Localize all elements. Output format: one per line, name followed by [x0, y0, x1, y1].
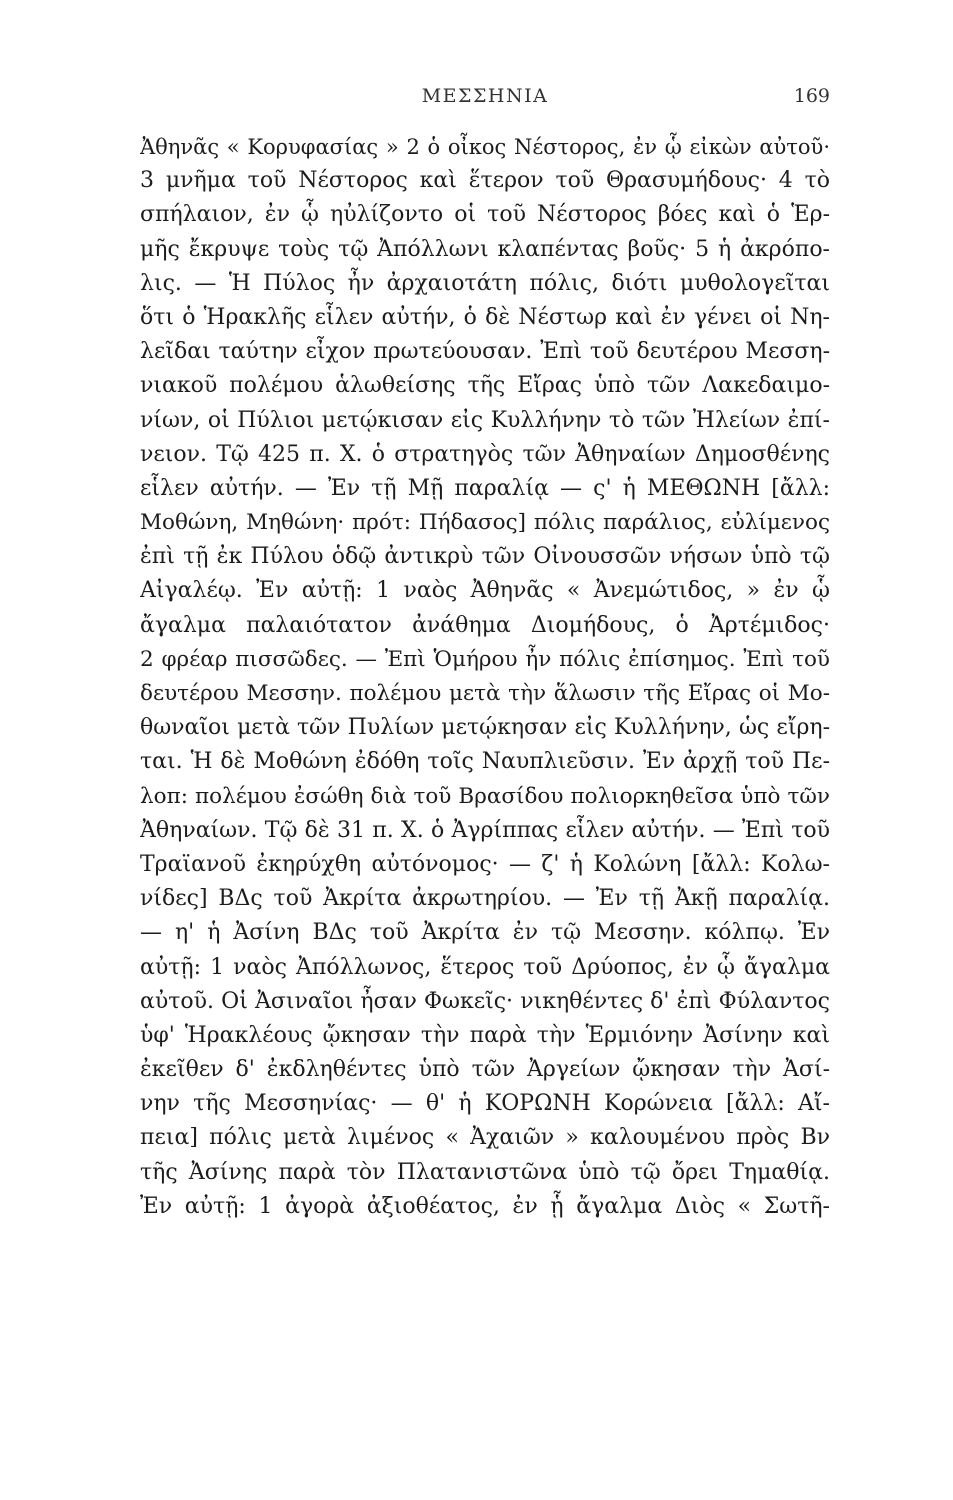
- text-line: ἐπὶ τῇ ἐκ Πύλου ὁδῷ ἀντικρὺ τῶν Οἰνουσσῶν νήσων ὑπὸ τῷ: [140, 544, 830, 570]
- text-line: θωναῖοι μετὰ τῶν Πυλίων μετῴκησαν εἰς Κυλλήνην, ὡς εἴρη-: [140, 715, 830, 741]
- text-line: 3 μνῆμα τοῦ Νέστορος καὶ ἕτερον τοῦ Θρασυμήδους· 4 τὸ: [140, 168, 830, 194]
- running-title: ΜΕΣΣΗΝΙΑ: [421, 85, 549, 107]
- text-line: Μοθώνη, Μηθώνη· πρότ: Πήδασος] πόλις παράλιος, εὐλίμενος: [140, 510, 830, 536]
- text-line: νίδες] ΒΔς τοῦ Ἀκρίτα ἀκρωτηρίου. — Ἐν τῇ Ἀκῇ παραλίᾳ.: [140, 886, 830, 912]
- text-line: νίων, οἱ Πύλιοι μετῴκισαν εἰς Κυλλήνην τὸ τῶν Ἠλείων ἐπί-: [140, 407, 830, 433]
- text-line: σπήλαιον, ἐν ᾧ ηὐλίζοντο οἱ τοῦ Νέστορος βόες καὶ ὁ Ἑρ-: [140, 202, 830, 228]
- text-line: ἄγαλμα παλαιότατον ἀνάθημα Διομήδους, ὁ Ἀρτέμιδος·: [140, 612, 830, 638]
- text-line: αὐτοῦ. Οἱ Ἀσιναῖοι ἦσαν Φωκεῖς· νικηθέντες δ' ἐπὶ Φύλαντος: [140, 988, 830, 1014]
- text-line: ὑφ' Ἡρακλέους ᾤκησαν τὴν παρὰ τὴν Ἑρμιόνην Ἀσίνην καὶ: [140, 1022, 830, 1048]
- text-line: νιακοῦ πολέμου ἁλωθείσης τῆς Εἴρας ὑπὸ τῶν Λακεδαιμο-: [140, 373, 830, 399]
- text-line: λεῖδαι ταύτην εἶχον πρωτεύουσαν. Ἐπὶ τοῦ δευτέρου Μεσση-: [140, 339, 830, 365]
- text-line: — η' ἡ Ἀσίνη ΒΔς τοῦ Ἀκρίτα ἐν τῷ Μεσσην. κόλπῳ. Ἐν: [140, 920, 830, 946]
- text-line: εἷλεν αὐτήν. — Ἐν τῇ Μῇ παραλίᾳ — ς' ἡ ΜΕΘΩΝΗ [ἄλλ:: [140, 475, 830, 501]
- text-line: νην τῆς Μεσσηνίας· — θ' ἡ ΚΟΡΩΝΗ Κορώνεια [ἄλλ: Αἴ-: [140, 1091, 830, 1117]
- text-line: αὐτῇ: 1 ναὸς Ἀπόλλωνος, ἕτερος τοῦ Δρύοπος, ἐν ᾧ ἄγαλμα: [140, 954, 830, 980]
- text-line: λοπ: πολέμου ἐσώθη διὰ τοῦ Βρασίδου πολιορκηθεῖσα ὑπὸ τῶν: [140, 783, 830, 809]
- text-line: νειον. Τῷ 425 π. Χ. ὁ στρατηγὸς τῶν Ἀθηναίων Δημοσθένης: [140, 441, 830, 467]
- text-line: πεια] πόλις μετὰ λιμένος « Ἀχαιῶν » καλουμένου πρὸς Βν: [140, 1125, 830, 1151]
- text-line: λις. — Ἡ Πύλος ἦν ἀρχαιοτάτη πόλις, διότι μυθολογεῖται: [140, 270, 830, 296]
- running-head: [140, 85, 830, 125]
- text-line: Ἀθηναίων. Τῷ δὲ 31 π. Χ. ὁ Ἀγρίππας εἷλεν αὐτήν. — Ἐπὶ τοῦ: [140, 817, 830, 843]
- text-line: ὅτι ὁ Ἡρακλῆς εἷλεν αὐτήν, ὁ δὲ Νέστωρ καὶ ἐν γένει οἱ Νη-: [140, 304, 830, 330]
- text-line: Ἐν αὐτῇ: 1 ἀγορὰ ἀξιοθέατος, ἐν ᾗ ἄγαλμα Διὸς « Σωτῆ-: [140, 1193, 830, 1219]
- page-number: 169: [793, 85, 830, 107]
- text-line: ται. Ἡ δὲ Μοθώνη ἐδόθη τοῖς Ναυπλιεῦσιν. Ἐν ἀρχῇ τοῦ Πε-: [140, 749, 830, 775]
- text-line: Ἀθηνᾶς « Κορυφασίας » 2 ὁ οἶκος Νέστορος, ἐν ᾧ εἰκὼν αὐτοῦ·: [140, 135, 830, 159]
- text-line: 2 φρέαρ πισσῶδες. — Ἐπὶ Ὁμήρου ἦν πόλις ἐπίσημος. Ἐπὶ τοῦ: [140, 646, 830, 672]
- text-line: Τραϊανοῦ ἐκηρύχθη αὐτόνομος· — ζ' ἡ Κολώνη [ἄλλ: Κολω-: [140, 851, 830, 877]
- text-line: ἐκεῖθεν δ' ἐκδληθέντες ὑπὸ τῶν Ἀργείων ᾤκησαν τὴν Ἀσί-: [140, 1057, 830, 1083]
- body-text: [140, 130, 830, 1224]
- text-line: δευτέρου Μεσσην. πολέμου μετὰ τὴν ἅλωσιν τῆς Εἴρας οἱ Μο-: [140, 681, 830, 706]
- text-line: μῆς ἔκρυψε τοὺς τῷ Ἀπόλλωνι κλαπέντας βοῦς· 5 ἡ ἀκρόπο-: [140, 236, 830, 262]
- text-line: Αἰγαλέῳ. Ἐν αὐτῇ: 1 ναὸς Ἀθηνᾶς « Ἀνεμώτιδος, » ἐν ᾧ: [140, 578, 830, 604]
- text-line: τῆς Ἀσίνης παρὰ τὸν Πλατανιστῶνα ὑπὸ τῷ ὄρει Τημαθίᾳ.: [140, 1159, 830, 1185]
